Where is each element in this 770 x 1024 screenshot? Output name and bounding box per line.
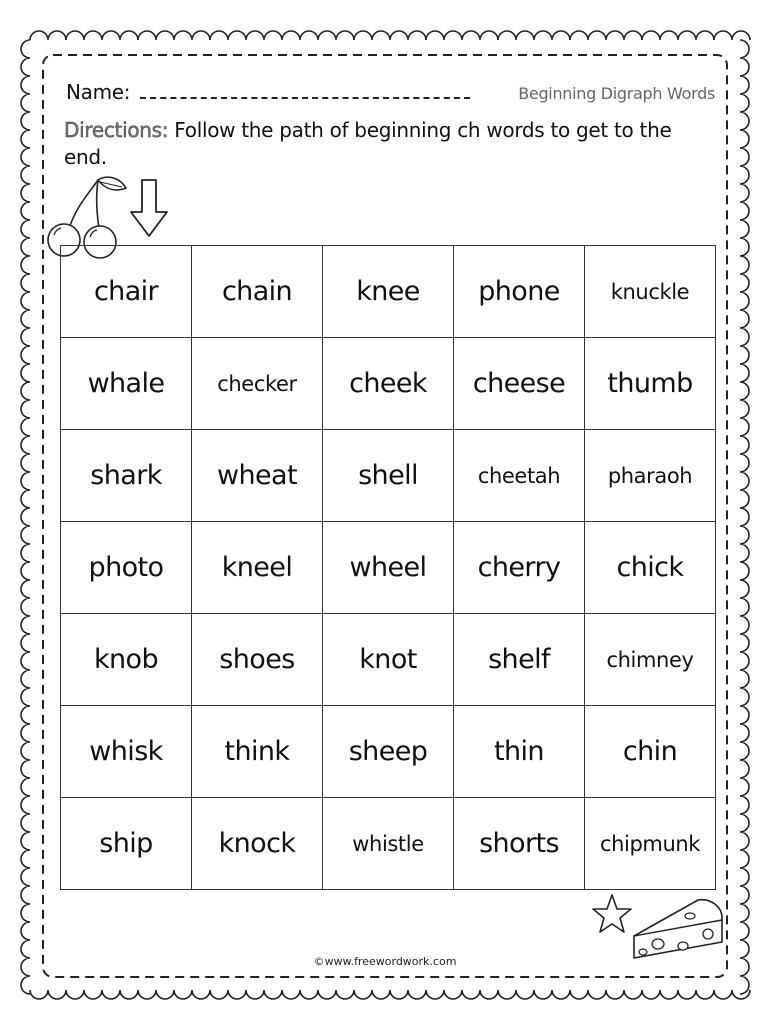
grid-row [61,430,716,522]
word-cell[interactable]: pharaoh [585,430,716,522]
word-cell[interactable]: chin [585,706,716,798]
name-blank-line[interactable] [140,83,470,99]
word-cell[interactable]: shell [323,430,454,522]
word-cell[interactable]: wheat [192,430,323,522]
word-cell[interactable]: cheese [454,338,585,430]
word-cell[interactable]: kneel [192,522,323,614]
word-cell[interactable]: shoes [192,614,323,706]
grid-row [61,338,716,430]
grid-row [61,798,716,890]
word-cell[interactable]: chain [192,246,323,338]
word-cell[interactable]: shelf [454,614,585,706]
word-cell[interactable]: knot [323,614,454,706]
word-cell[interactable]: thin [454,706,585,798]
word-cell[interactable]: sheep [323,706,454,798]
word-cell[interactable]: cheetah [454,430,585,522]
word-cell[interactable]: knock [192,798,323,890]
word-cell[interactable]: cheek [323,338,454,430]
word-cell[interactable]: think [192,706,323,798]
word-cell[interactable]: chipmunk [585,798,716,890]
footer-copyright: ©www.freewordwork.com [313,955,457,968]
word-cell[interactable]: checker [192,338,323,430]
word-cell[interactable]: wheel [323,522,454,614]
word-cell[interactable]: photo [61,522,192,614]
directions [64,117,684,171]
word-cell[interactable]: shorts [454,798,585,890]
grid-row [61,614,716,706]
directions-text: Follow the path of beginning ch words to get to the end. [64,118,672,169]
word-cell[interactable]: thumb [585,338,716,430]
word-cell[interactable]: whisk [61,706,192,798]
worksheet-subtitle: Beginning Digraph Words [518,84,715,103]
directions-label: Directions: [64,118,169,142]
grid-row [61,706,716,798]
down-arrow-icon [128,178,170,240]
word-cell[interactable]: chick [585,522,716,614]
word-cell[interactable]: cherry [454,522,585,614]
word-cell[interactable]: whistle [323,798,454,890]
word-cell[interactable]: knee [323,246,454,338]
name-field[interactable] [66,80,470,104]
word-cell[interactable]: chair [61,246,192,338]
word-cell[interactable]: knob [61,614,192,706]
word-maze-grid [60,245,716,890]
word-cell[interactable]: knuckle [585,246,716,338]
word-cell[interactable]: shark [61,430,192,522]
name-label: Name: [66,80,131,104]
word-cell[interactable]: whale [61,338,192,430]
grid-row [61,246,716,338]
word-cell[interactable]: chimney [585,614,716,706]
grid-row [61,522,716,614]
word-cell[interactable]: ship [61,798,192,890]
word-cell[interactable]: phone [454,246,585,338]
